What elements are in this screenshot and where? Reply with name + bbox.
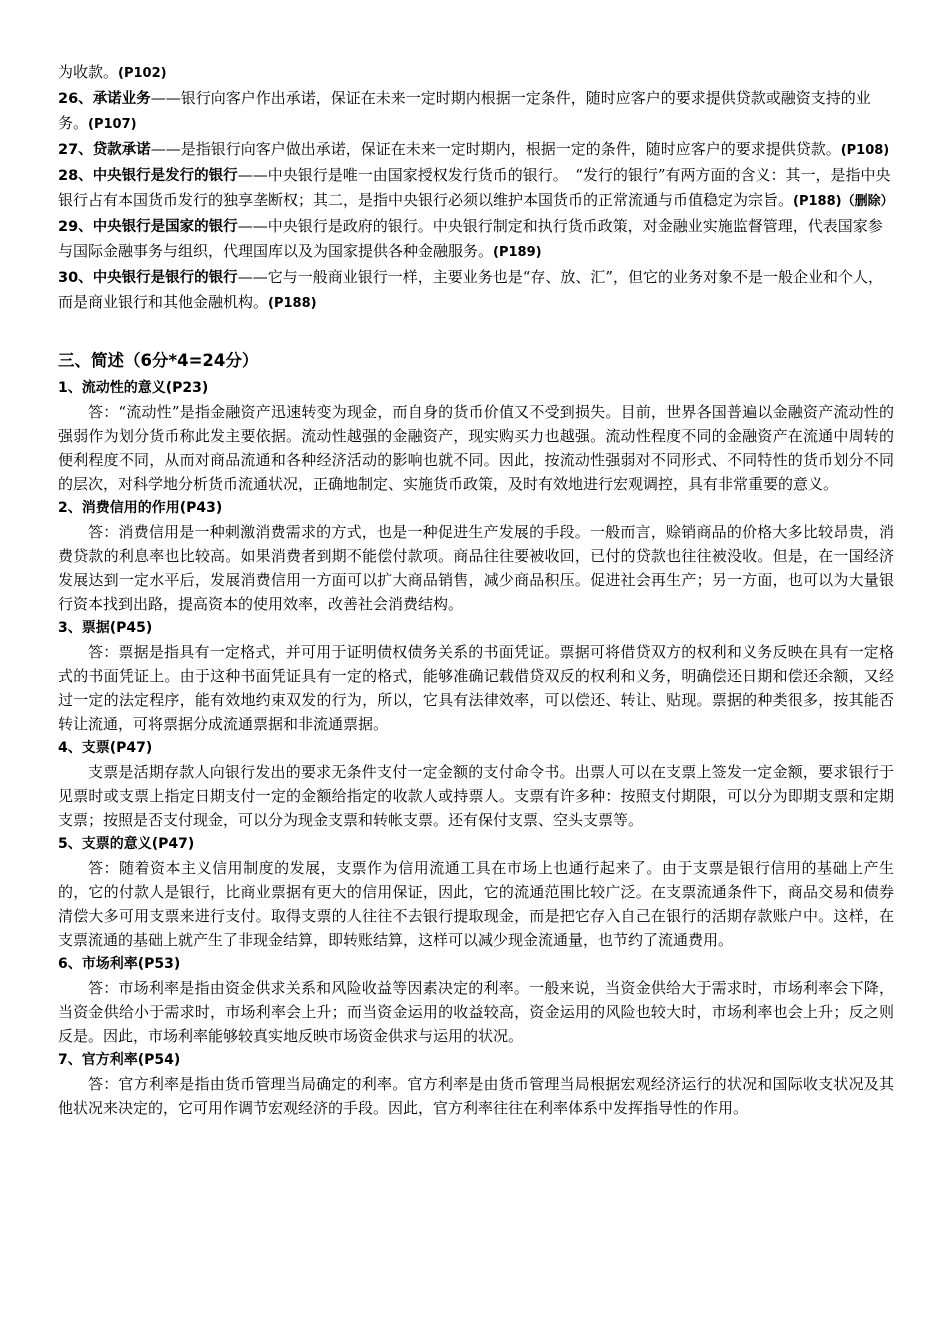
question-answer: 答：消费信用是一种刺激消费需求的方式，也是一种促进生产发展的手段。一般而言，赊销商品的价格大多比较昂贵，消费贷款的利息率也比较高。如果消费者到期不能偿付款项。商品往往要被收回，已付的贷款也往往被没收。但是，在一国经济发展达到一定水平后，发展消费信用一方面可以扩大商品销售，减少商品积压。促进社会再生产；另一方面，也可以为大量银行资本找到出路，提高资本的使用效率，改善社会消费结构。 [58, 523, 894, 613]
page-reference: (P189) [493, 245, 542, 260]
definition-27 [58, 137, 894, 163]
page-reference: (P107) [88, 117, 137, 132]
page-reference: (P188) [268, 296, 317, 311]
definition-number: 26、 [58, 91, 93, 107]
question-title: 2、消费信用的作用(P43) [58, 500, 223, 516]
page-reference: (P102) [118, 66, 167, 81]
definition-term: 中央银行是发行的银行 [92, 168, 238, 184]
definition-text: ——中央银行是唯一由国家授权发行货币的银行。 “发行的银行”有两方面的含义：其一，是指中央银行占有本国货币发行的独享垄断权；其二，是指中央银行必须以维护本国货币的正常流通与币值稳定为宗旨。 [58, 166, 891, 209]
question-title: 5、支票的意义(P47) [58, 836, 195, 852]
definition-term: 承诺业务 [92, 91, 151, 107]
definition-25-tail [58, 60, 894, 86]
definition-text: ——是指银行向客户做出承诺，保证在未来一定时期内，根据一定的条件，随时应客户的要求提供贷款。 [150, 140, 841, 158]
question-title: 7、官方利率(P54) [58, 1052, 181, 1068]
question-answer: 答：官方利率是指由货币管理当局确定的利率。官方利率是由货币管理当局根据宏观经济运行的状况和国际收支状况及其他状况来决定的，它可用作调节宏观经济的手段。因此，官方利率往往在利率体系中发挥指导性的作用。 [58, 1075, 894, 1117]
question-answer: 答：票据是指具有一定格式，并可用于证明债权债务关系的书面凭证。票据可将借贷双方的权利和义务反映在具有一定格式的书面凭证上。由于这种书面凭证具有一定的格式，能够准确记载借贷双反的权利和义务，明确偿还日期和偿还余额，又经过一定的法定程序，能有效地约束双发的行为，所以，它具有法律效率，可以偿还、转让、贴现。票据的种类很多，按其能否转让流通，可将票据分成流通票据和非流通票据。 [58, 643, 894, 733]
section-title: 三、简述（6分*4=24分） [58, 351, 259, 370]
definition-text: ——中央银行是政府的银行。中央银行制定和执行货币政策，对金融业实施监督管理，代表国家参与国际金融事务与组织，代理国库以及为国家提供各种金融服务。 [58, 217, 883, 260]
definition-text: ——它与一般商业银行一样，主要业务也是“存、放、汇”，但它的业务对象不是一般企业和个人，而是商业银行和其他金融机构。 [58, 268, 884, 311]
definition-term: 中央银行是银行的银行 [92, 270, 238, 286]
question-answer: 答：市场利率是指由资金供求关系和风险收益等因素决定的利率。一般来说，当资金供给大于需求时，市场利率会下降，当资金供给小于需求时，市场利率会上升；而当资金运用的收益较高，资金运用的风险也较大时，市场利率也会上升；反之则反是。因此，市场利率能够较真实地反映市场资金供求与运用的状况。 [58, 979, 894, 1045]
question-title: 6、市场利率(P53) [58, 956, 181, 972]
question-title: 3、票据(P45) [58, 620, 153, 636]
page-reference: (P188)（删除） [793, 194, 894, 209]
definition-term: 贷款承诺 [92, 142, 151, 158]
definition-number: 27、 [58, 142, 93, 158]
question-answer: 支票是活期存款人向银行发出的要求无条件支付一定金额的支付命令书。出票人可以在支票上签发一定金额，要求银行于见票时或支票上指定日期支付一定的金额给指定的收款人或持票人。支票有许多种：按照支付期限，可以分为即期支票和定期支票；按照是否支付现金，可以分为现金支票和转帐支票。还有保付支票、空头支票等。 [58, 763, 894, 829]
document-page [58, 60, 894, 1120]
definition-30 [58, 265, 894, 316]
definition-number: 29、 [58, 219, 93, 235]
definition-text: 为收款。 [58, 63, 119, 81]
page-reference: (P108) [840, 143, 890, 158]
question-answer: 答：“流动性”是指金融资产迅速转变为现金，而自身的货币价值又不受到损失。目前，世界各国普遍以金融资产流动性的强弱作为划分货币称此发主要依据。流动性越强的金融资产，现实购买力也越强。流动性程度不同的金融资产在流通中周转的便利程度不同，从而对商品流通和各种经济活动的影响也就不同。因此，按流动性强弱对不同形式、不同特性的货币划分不同的层次，对科学地分析货币流通状况，正确地制定、实施货币政策，及时有效地进行宏观调控，具有非常重要的意义。 [58, 403, 894, 493]
definition-number: 28、 [58, 168, 93, 184]
definition-term: 中央银行是国家的银行 [92, 219, 238, 235]
definition-26 [58, 86, 894, 137]
question-answer: 答：随着资本主义信用制度的发展，支票作为信用流通工具在市场上也通行起来了。由于支票是银行信用的基础上产生的，它的付款人是银行，比商业票据有更大的信用保证，因此，它的流通范围比较广泛。在支票流通条件下，商品交易和债券清偿大多可用支票来进行支付。取得支票的人往往不去银行提取现金，而是把它存入自己在银行的活期存款账户中。这样，在支票流通的基础上就产生了非现金结算，即转账结算，这样可以减少现金流通量，也节约了流通费用。 [58, 859, 894, 949]
definition-text: ——银行向客户作出承诺，保证在未来一定时期内根据一定条件，随时应客户的要求提供贷款或融资支持的业务。 [58, 89, 871, 132]
question-title: 4、支票(P47) [58, 740, 153, 756]
definition-29 [58, 214, 894, 265]
question-title: 1、流动性的意义(P23) [58, 380, 209, 396]
definition-number: 30、 [58, 270, 93, 286]
definition-28 [58, 163, 894, 214]
